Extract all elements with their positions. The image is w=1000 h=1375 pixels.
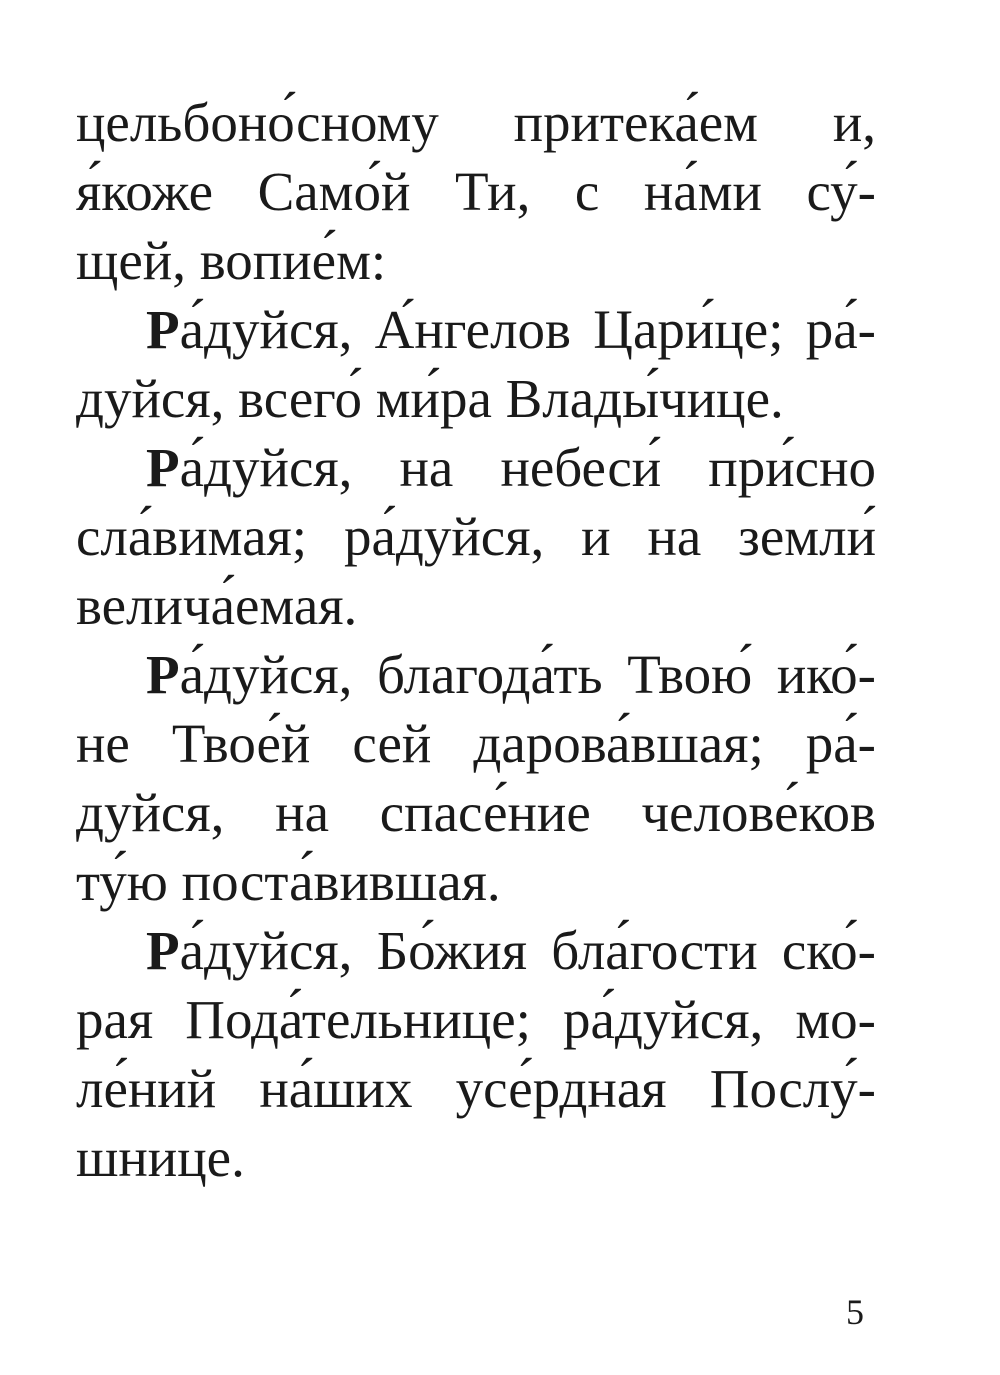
line-text: велича́емая. bbox=[76, 575, 358, 636]
line-text: цельбоно́сному притека́ем и, bbox=[76, 92, 876, 153]
line-text: не Твое́й сей дарова́вшая; ра́- bbox=[76, 713, 876, 774]
text-line bbox=[76, 916, 876, 985]
initial-letter: Р bbox=[146, 644, 180, 705]
paragraph bbox=[76, 433, 876, 640]
initial-letter: Р bbox=[146, 299, 180, 360]
text-line bbox=[76, 226, 876, 295]
line-text: шнице. bbox=[76, 1127, 245, 1188]
text-line bbox=[76, 571, 876, 640]
page-number: 5 bbox=[846, 1292, 864, 1332]
text-line bbox=[76, 1123, 876, 1192]
line-text: дуйся, всего́ ми́ра Влады́чице. bbox=[76, 368, 784, 429]
text-line bbox=[76, 433, 876, 502]
line-text: ту́ю поста́вившая. bbox=[76, 851, 501, 912]
line-text: а́дуйся, А́нгелов Цари́це; ра́- bbox=[179, 299, 876, 360]
text-line bbox=[76, 295, 876, 364]
text-line bbox=[76, 640, 876, 709]
paragraph bbox=[76, 295, 876, 433]
line-text: ле́ний на́ших усе́рдная Послу́- bbox=[76, 1058, 876, 1119]
line-text: дуйся, на спасе́ние челове́ков bbox=[76, 782, 876, 843]
text-line bbox=[76, 502, 876, 571]
line-text: а́дуйся, на небеси́ при́сно bbox=[179, 437, 876, 498]
line-text: а́дуйся, Бо́жия бла́гости ско́- bbox=[179, 920, 876, 981]
text-line bbox=[76, 778, 876, 847]
line-text: рая Пода́тельнице; ра́дуйся, мо- bbox=[76, 989, 876, 1050]
text-line bbox=[76, 847, 876, 916]
line-text: а́дуйся, благода́ть Твою́ ико́- bbox=[179, 644, 876, 705]
initial-letter: Р bbox=[146, 920, 180, 981]
prayer-text bbox=[76, 88, 876, 1192]
text-line bbox=[76, 1054, 876, 1123]
text-line bbox=[76, 709, 876, 778]
text-line bbox=[76, 88, 876, 157]
text-line bbox=[76, 157, 876, 226]
line-text: щей, вопие́м: bbox=[76, 230, 387, 291]
paragraph bbox=[76, 640, 876, 916]
text-line bbox=[76, 985, 876, 1054]
paragraph bbox=[76, 916, 876, 1192]
text-line bbox=[76, 364, 876, 433]
line-text: я́коже Само́й Ти, с на́ми су́- bbox=[76, 161, 876, 222]
line-text: сла́вимая; ра́дуйся, и на земли́ bbox=[76, 506, 876, 567]
initial-letter: Р bbox=[146, 437, 180, 498]
paragraph bbox=[76, 88, 876, 295]
